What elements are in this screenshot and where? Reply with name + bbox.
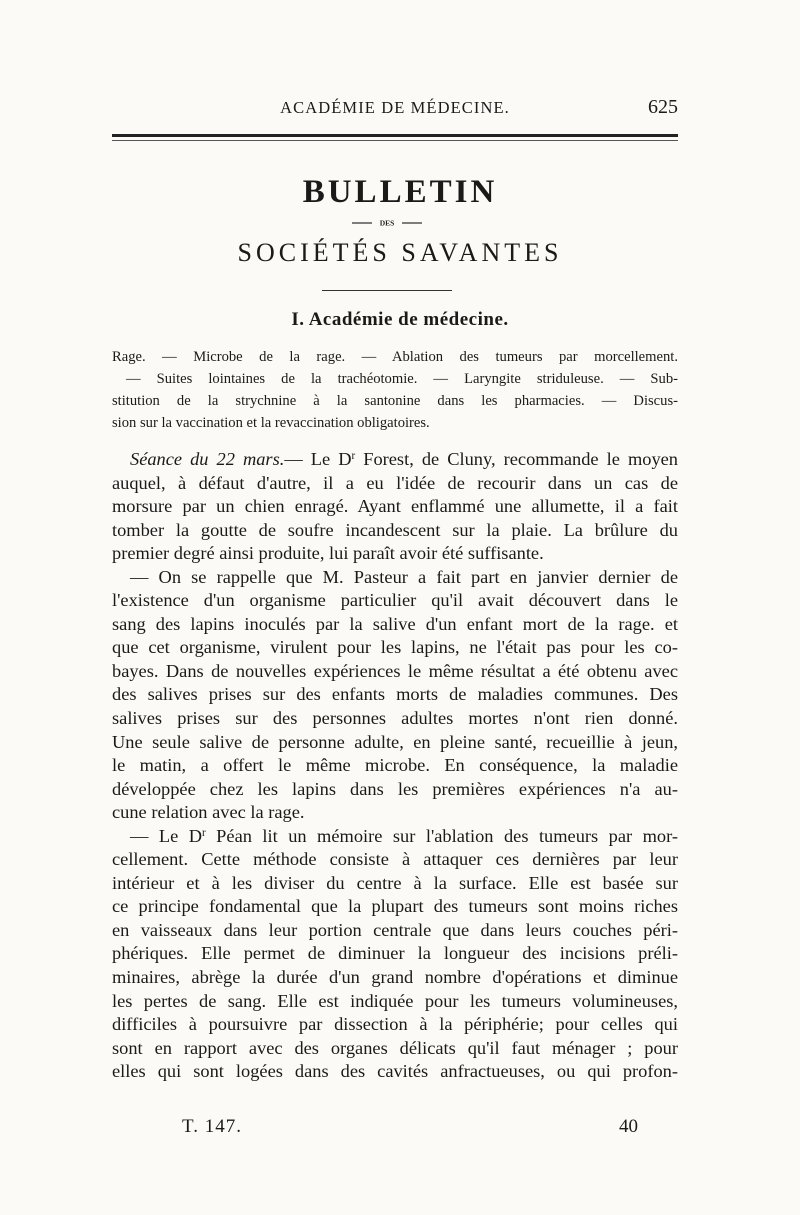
article-body bbox=[112, 448, 678, 1084]
text-line: développée chez les lapins dans les premières expériences n'a au- bbox=[112, 778, 678, 799]
paragraph-2-first-line: — On se rappelle que M. Pasteur a fait part en janvier dernier de bbox=[130, 566, 678, 587]
volume-signature: T. 147. bbox=[182, 1116, 242, 1137]
text-line: Une seule salive de personne adulte, en pleine santé, recueillie à jeun, bbox=[112, 731, 678, 752]
section-title: I. Académie de médecine. bbox=[291, 309, 509, 330]
text-line: le matin, a offert le même microbe. En conséquence, la maladie bbox=[112, 755, 678, 776]
bulletin-heading: BULLETIN bbox=[302, 174, 498, 210]
ornament-des bbox=[352, 219, 422, 227]
running-head-title: ACADÉMIE DE MÉDECINE. bbox=[280, 98, 510, 117]
summary-line: — Suites lointaines de la trachéotomie. — Laryngite striduleuse. — Sub- bbox=[126, 371, 678, 387]
sheet-number: 40 bbox=[619, 1116, 638, 1137]
text-line: des salives prises sur des enfants morts de maladies communes. Des bbox=[112, 684, 678, 705]
text-line: en vaisseaux dans leur portion centrale que dans leurs couches péri- bbox=[112, 919, 678, 940]
text-line: difficiles à poursuivre par dissection à la périphérie; pour celles qui bbox=[112, 1014, 678, 1035]
page-number: 625 bbox=[648, 96, 678, 118]
text-line: sang des lapins inoculés par la salive d'un enfant mort de la rage. et bbox=[112, 613, 678, 634]
header-rule-thick bbox=[112, 134, 678, 137]
text-line: phériques. Elle permet de diminuer la longueur des incisions préli- bbox=[112, 943, 678, 964]
text-line: l'existence d'un organisme particulier qu'il avait découvert dans le bbox=[112, 590, 678, 611]
text-line: auquel, à défaut d'autre, il a eu l'idée de recourir dans un cas de bbox=[112, 472, 678, 493]
text-line: elles qui sont logées dans des cavités anfractueuses, ou qui profon- bbox=[112, 1061, 678, 1082]
text-line: bayes. Dans de nouvelles expériences le même résultat a été obtenu avec bbox=[112, 660, 678, 681]
seance-date: Séance du 22 mars. bbox=[130, 449, 285, 469]
page-footer bbox=[112, 1116, 678, 1146]
des-label: DES bbox=[379, 219, 395, 227]
text-line: sont en rapport avec des organes délicats qu'il faut ménager ; pour bbox=[112, 1037, 678, 1058]
summary-line: stitution de la strychnine à la santonine dans les pharmacies. — Discus- bbox=[112, 393, 678, 409]
running-head bbox=[112, 98, 678, 128]
text-line: ce principe fondamental que la plupart des tumeurs sont moins riches bbox=[112, 896, 678, 917]
text-line: que cet organisme, virulent pour les lapins, ne l'était pas pour les co- bbox=[112, 637, 678, 658]
text-line: minaires, abrège la durée d'un grand nombre d'opérations et diminue bbox=[112, 967, 678, 988]
text-line: tomber la goutte de soufre incandescent sur la plaie. La brûlure du bbox=[112, 519, 678, 540]
text-line: cellement. Cette méthode consiste à attaquer ces dernières par leur bbox=[112, 849, 678, 870]
paragraph-3-first-line: — Le $D^r$ Péan lit un mémoire sur l'ablation des tumeurs par mor- bbox=[130, 825, 679, 846]
section-rule bbox=[322, 290, 452, 291]
header-rule-thin bbox=[112, 140, 678, 141]
summary-line: sion sur la vaccination et la revaccination obligatoires. bbox=[112, 415, 430, 431]
societes-heading: SOCIÉTÉS SAVANTES bbox=[237, 238, 563, 267]
text-line: salives prises sur des personnes adultes mortes n'ont rien donné. bbox=[112, 708, 678, 729]
text-line: morsure par un chien enragé. Ayant enflammé une allumette, il a fait bbox=[112, 496, 678, 517]
text-line: intérieur et à les diviser du centre à la surface. Elle est basée sur bbox=[112, 872, 678, 893]
text-line: cune relation avec la rage. bbox=[112, 802, 305, 823]
text-line: les pertes de sang. Elle est indiquée pour les tumeurs volumineuses, bbox=[112, 990, 678, 1011]
summary-block bbox=[112, 346, 678, 434]
summary-line: Rage. — Microbe de la rage. — Ablation des tumeurs par morcellement. bbox=[112, 349, 678, 365]
text-line: premier degré ainsi produite, lui paraît avoir été suffisante. bbox=[112, 543, 544, 564]
paragraph-1-first-line: Séance du 22 mars.— Le $D^r$ Forest, de Cluny, recommande le moyen bbox=[130, 449, 678, 469]
